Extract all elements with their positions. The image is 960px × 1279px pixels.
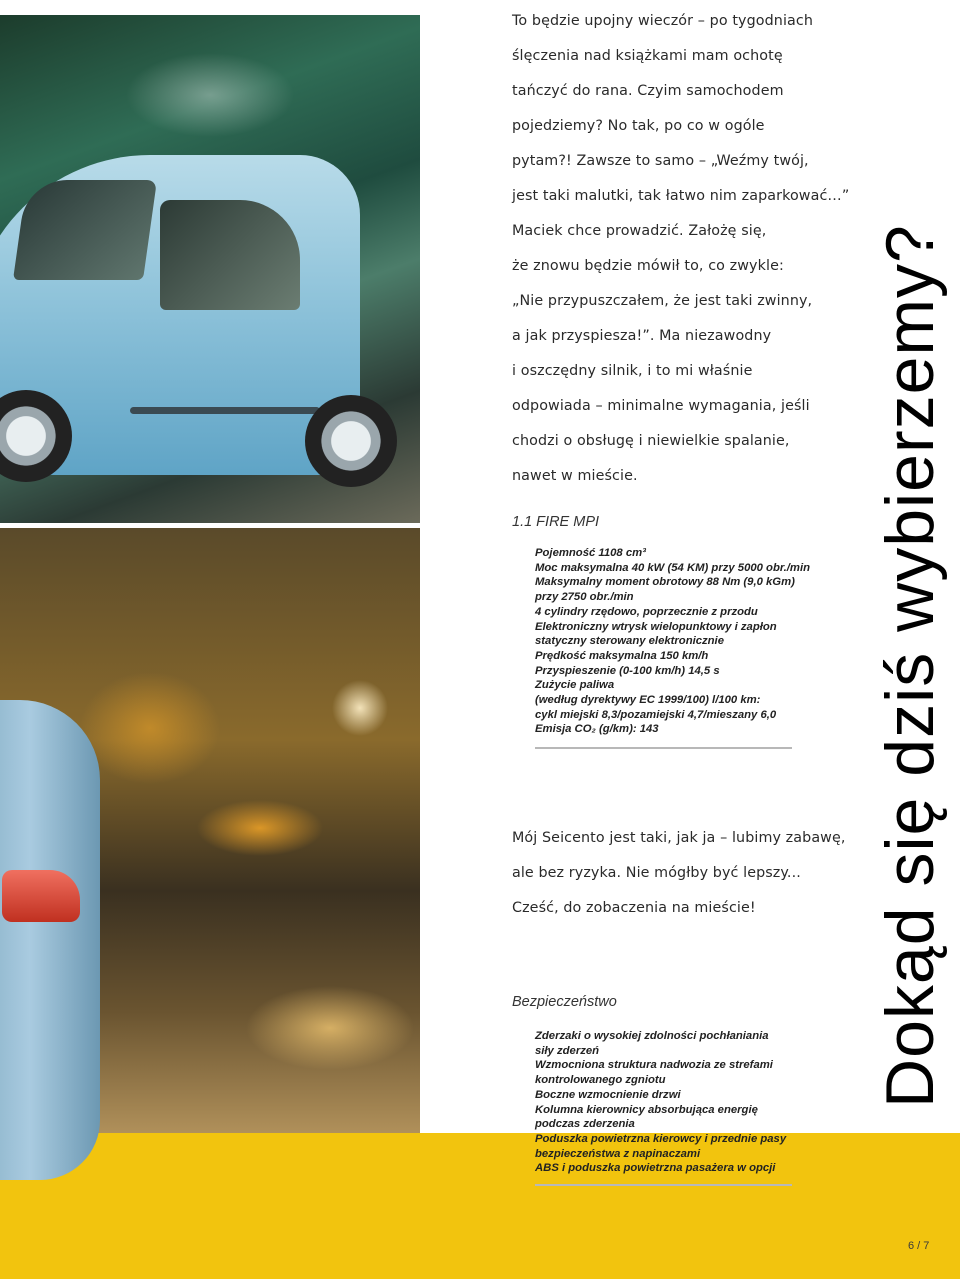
safety-title: Bezpieczeństwo (512, 994, 617, 1010)
spec-line: Maksymalny moment obrotowy 88 Nm (9,0 kGm) (535, 576, 795, 589)
intro-line: a jak przyspiesza!”. Ma niezawodny (512, 328, 772, 344)
intro-line: „Nie przypuszczałem, że jest taki zwinny, (512, 293, 813, 309)
car-tail-light (2, 870, 80, 922)
safety-line: Wzmocniona struktura nadwozia ze strefami (535, 1059, 773, 1072)
safety-line: Kolumna kierownicy absorbująca energię (535, 1103, 758, 1116)
intro-line: tańczyć do rana. Czyim samochodem (512, 83, 784, 99)
spec-line: Prędkość maksymalna 150 km/h (535, 649, 709, 662)
spec-line: 4 cylindry rzędowo, poprzecznie z przodu (535, 605, 758, 618)
spec-line: przy 2750 obr./min (535, 591, 634, 604)
outro-line: ale bez ryzyka. Nie mógłby być lepszy... (512, 865, 801, 881)
intro-line: pytam?! Zawsze to samo – „Weźmy twój, (512, 153, 809, 169)
intro-line: pojedziemy? No tak, po co w ogóle (512, 118, 765, 134)
spec-line: Zużycie paliwa (535, 679, 615, 692)
intro-line: że znowu będzie mówił to, co zwykle: (512, 258, 784, 274)
safety-line: Boczne wzmocnienie drzwi (535, 1088, 681, 1101)
yellow-band (0, 1133, 960, 1279)
intro-text (512, 4, 850, 494)
spec-line: Pojemność 1108 cm³ (535, 547, 646, 559)
spec-line: statyczny sterowany elektronicznie (535, 635, 724, 648)
intro-line: Maciek chce prowadzić. Założę się, (512, 223, 767, 239)
safety-line: Zderzaki o wysokiej zdolności pochłaniania (535, 1030, 769, 1042)
divider (535, 1184, 792, 1186)
car-rear-photo (0, 700, 100, 1180)
intro-line: ślęczenia nad książkami mam ochotę (512, 48, 783, 64)
outro-line: Mój Seicento jest taki, jak ja – lubimy zabawę, (512, 830, 846, 846)
car-side-window (160, 200, 300, 310)
intro-line: i oszczędny silnik, i to mi właśnie (512, 363, 753, 379)
engine-specs (535, 546, 810, 737)
spec-line: Elektroniczny wtrysk wielopunktowy i zapłon (535, 620, 777, 633)
car-photo-top (0, 15, 420, 523)
intro-line: nawet w mieście. (512, 468, 638, 484)
outro-line: Cześć, do zobaczenia na mieście! (512, 900, 756, 916)
spec-line: Przyspieszenie (0-100 km/h) 14,5 s (535, 664, 720, 677)
safety-line: siły zderzeń (535, 1044, 600, 1057)
intro-line: To będzie upojny wieczór – po tygodniach (512, 13, 814, 29)
outro-text (512, 821, 846, 926)
intro-line: jest taki malutki, tak łatwo nim zaparkować…” (512, 188, 850, 204)
car-wheel-front (305, 395, 397, 487)
spec-line: Moc maksymalna 40 kW (54 KM) przy 5000 obr./min (535, 561, 810, 574)
safety-line: kontrolowanego zgniotu (535, 1074, 666, 1087)
intro-line: chodzi o obsługę i niewielkie spalanie, (512, 433, 790, 449)
safety-list (535, 1029, 795, 1176)
headline: Dokąd się dziś wybierzemy? (872, 224, 948, 1108)
safety-line: podczas zderzenia (535, 1118, 635, 1131)
spec-line: (według dyrektywy EC 1999/100) l/100 km: (535, 694, 761, 707)
car-rear-window (13, 180, 157, 280)
intro-line: odpowiada – minimalne wymagania, jeśli (512, 398, 810, 414)
engine-title: 1.1 FIRE MPI (512, 514, 600, 530)
divider (535, 747, 792, 749)
safety-line: ABS i poduszka powietrzna pasażera w opcji (535, 1162, 776, 1175)
safety-line: Poduszka powietrzna kierowcy i przednie pasy (535, 1132, 787, 1145)
spec-line: cykl miejski 8,3/pozamiejski 4,7/mieszany 6,0 (535, 708, 777, 721)
spec-line: Emisja CO₂ (g/km): 143 (535, 723, 659, 736)
page-number: 6 / 7 (908, 1240, 930, 1252)
safety-line: bezpieczeństwa z napinaczami (535, 1147, 701, 1160)
car-side-trim (130, 407, 320, 414)
